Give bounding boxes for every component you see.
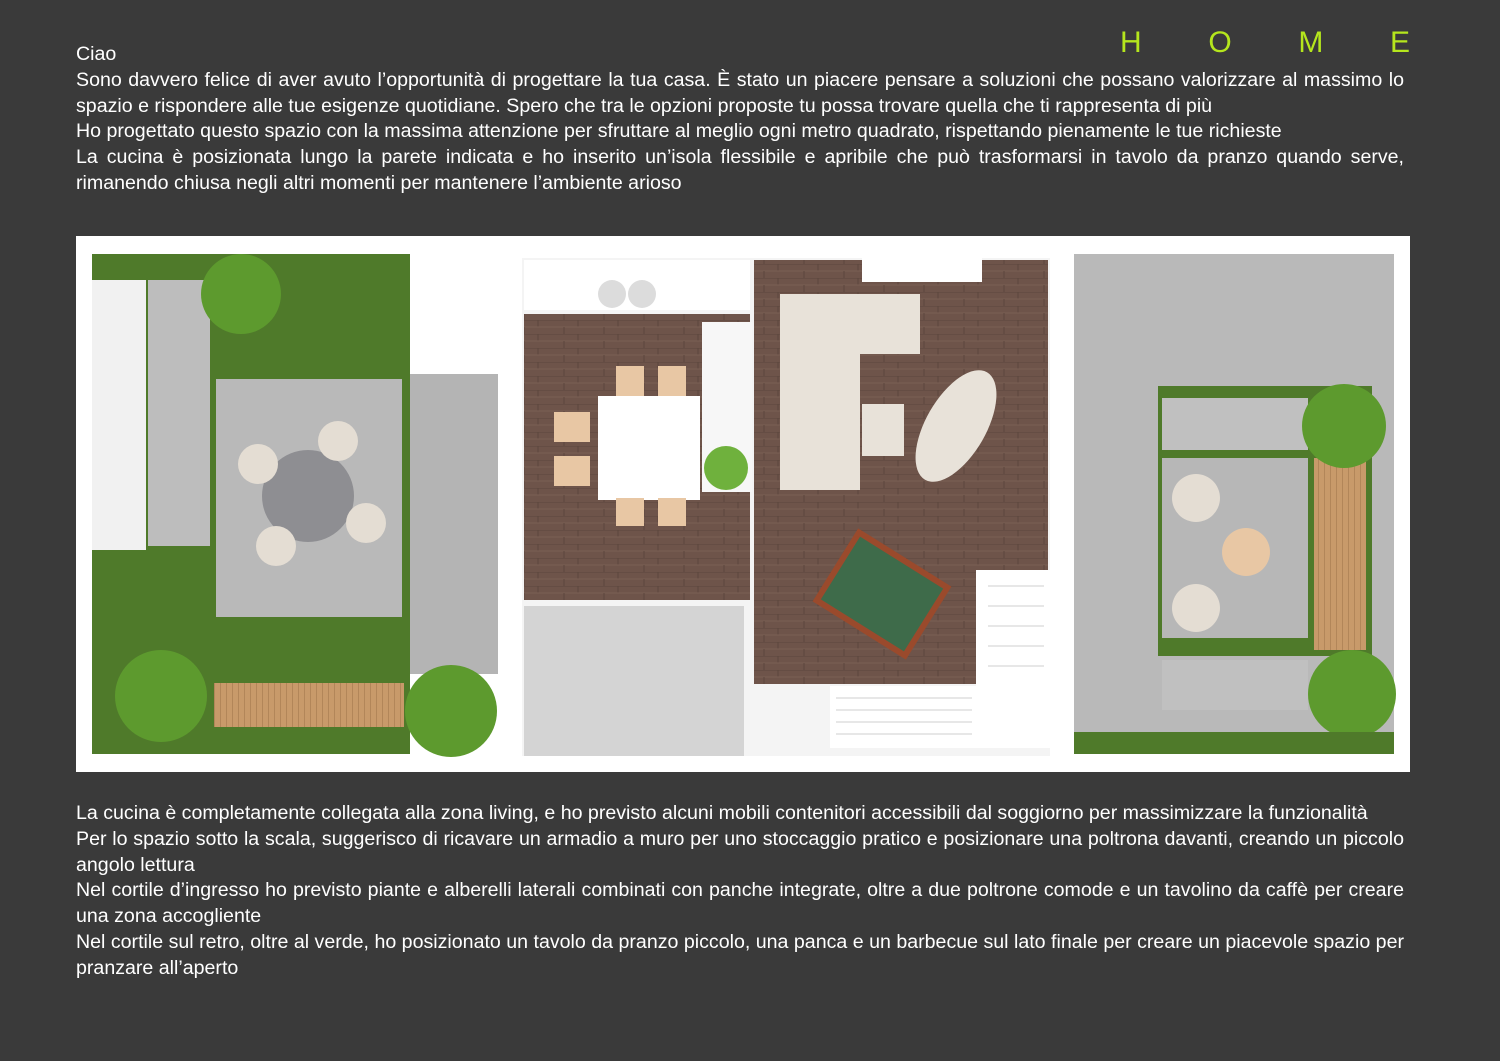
floor-plan-render bbox=[76, 236, 1410, 772]
interior-living-kitchen bbox=[522, 258, 1050, 756]
outro-paragraph: La cucina è completamente collegata alla zona living, e ho previsto alcuni mobili contenitori accessibili dal soggiorno per massimizzare la funzionalità bbox=[76, 802, 1368, 824]
intro-greeting: Ciao bbox=[76, 43, 117, 65]
entrance-courtyard bbox=[92, 254, 498, 757]
intro-paragraph: Ho progettato questo spazio con la massima attenzione per sfruttare al meglio ogni metro quadrato, rispettando pienamente le tue richieste bbox=[76, 120, 1282, 143]
outro-paragraph: Per lo spazio sotto la scala, suggerisco di ricavare un armadio a muro per uno stoccaggio pratico e posizionare una poltrona davanti, creando un piccolo angolo lettura bbox=[76, 827, 1404, 876]
back-courtyard bbox=[1074, 254, 1396, 754]
brand-letter: M bbox=[1298, 26, 1324, 59]
floor-plan-image bbox=[76, 236, 1410, 772]
outro-paragraph: Nel cortile sul retro, oltre al verde, ho posizionato un tavolo da pranzo piccolo, una panca e un barbecue sul lato finale per creare un piacevole spazio per pranzare all’aperto bbox=[76, 930, 1404, 979]
intro-paragraph: La cucina è posizionata lungo la parete indicata e ho inserito un’isola flessibile e apribile che può trasformarsi in tavolo da pranzo quando serve, rimanendo chiusa negli altri momenti per mantenere l’ambiente arioso bbox=[76, 146, 1404, 194]
outro-paragraph: Nel cortile d’ingresso ho previsto piante e alberelli laterali combinati con panche integrate, oltre a due poltrone comode e un tavolino da caffè per creare una zona accogliente bbox=[76, 879, 1404, 928]
brand-letter: E bbox=[1389, 26, 1410, 59]
intro-text bbox=[76, 42, 1404, 197]
outro-text bbox=[76, 801, 1404, 982]
intro-paragraph: Sono davvero felice di aver avuto l’opportunità di progettare la tua casa. È stato un piacere pensare a soluzioni che possano valorizzare al massimo lo spazio e rispondere alle tue esigenze quotidiane. Spero che tra le opzioni proposte tu possa trovare quella che ti rappresenta di più bbox=[76, 68, 1404, 117]
brand-letter: H bbox=[1120, 26, 1142, 59]
brand-letter: O bbox=[1208, 26, 1232, 59]
